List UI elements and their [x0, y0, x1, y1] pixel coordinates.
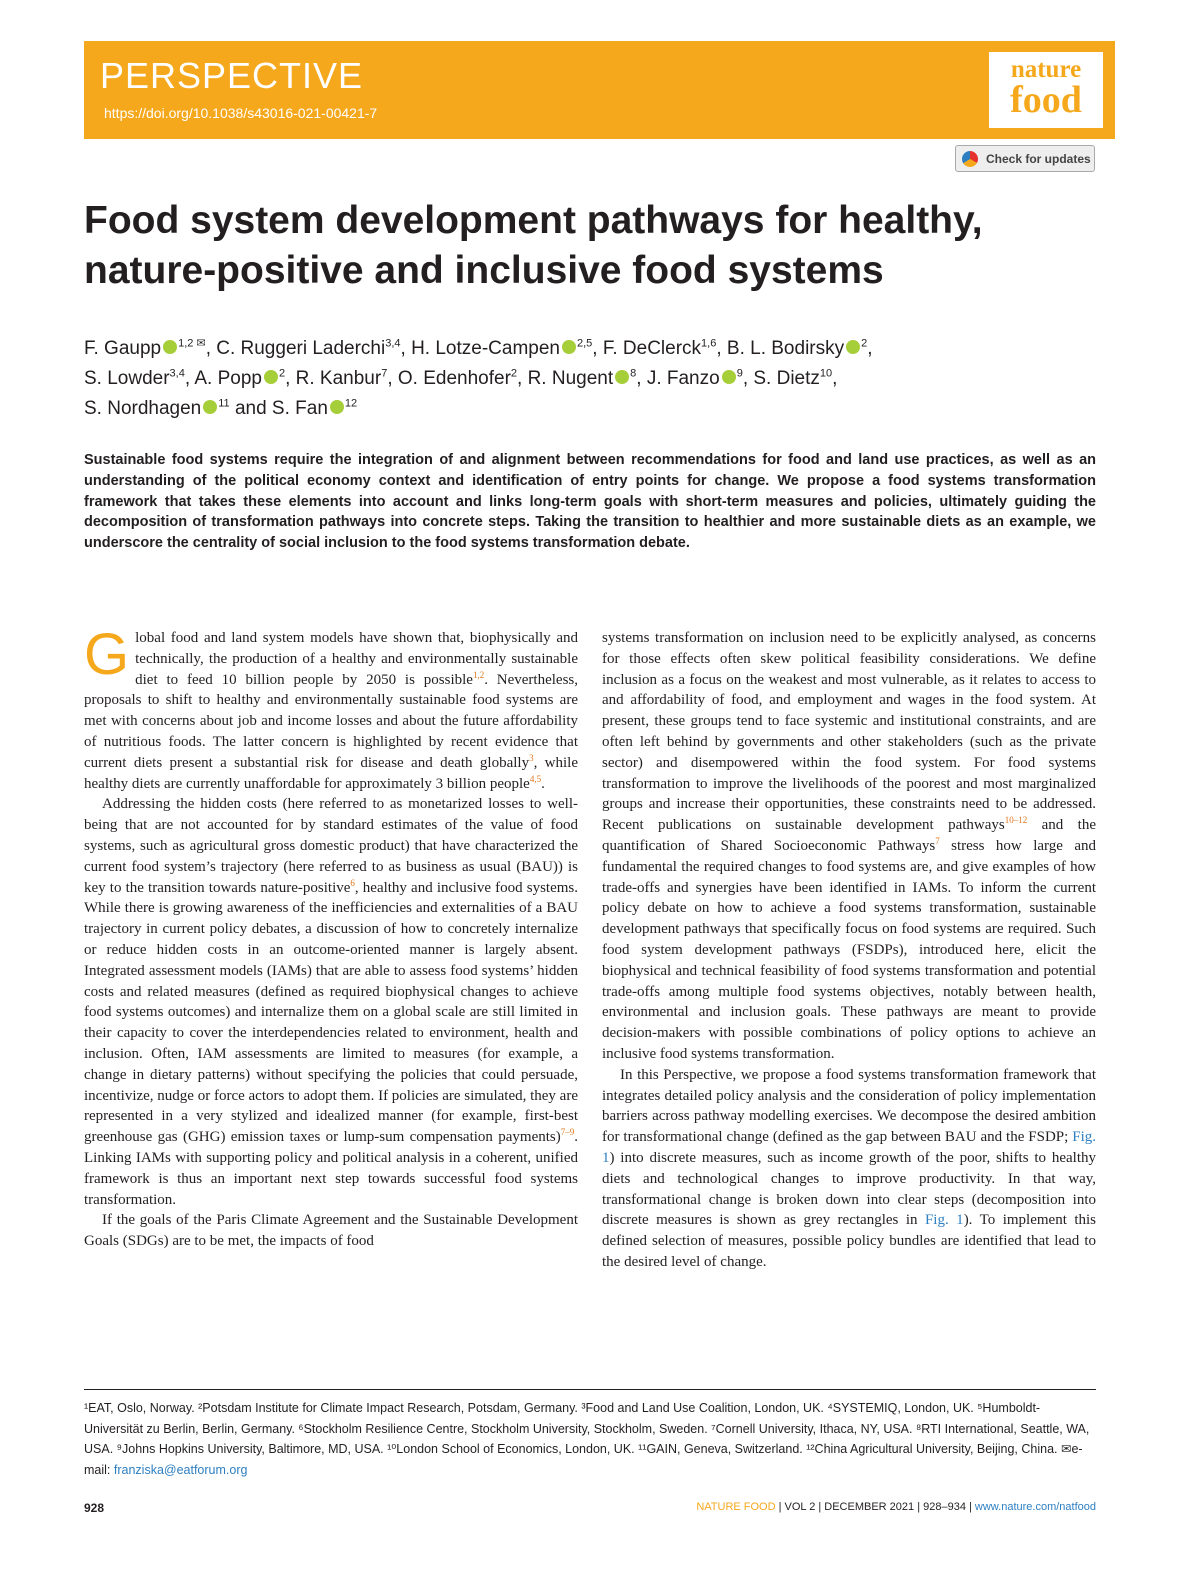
- affiliation-ref: 2,5: [577, 337, 593, 350]
- affiliation-ref: 1,6: [701, 337, 717, 350]
- article-title: Food system development pathways for healthy, nature-positive and inclusive food systems: [84, 199, 983, 292]
- author-name: F. Gaupp: [84, 338, 162, 359]
- citation-ref[interactable]: 7: [935, 835, 940, 846]
- orcid-icon[interactable]: [615, 370, 629, 384]
- doi-link[interactable]: https://doi.org/10.1038/s43016-021-00421-7: [104, 105, 378, 121]
- author-name: , C. Ruggeri Laderchi: [205, 338, 386, 359]
- affiliation-ref: 2: [278, 367, 286, 380]
- author-name: , A. Popp: [184, 368, 262, 389]
- footer-issue: | VOL 2 | DECEMBER 2021 | 928–934 |: [775, 1501, 975, 1513]
- orcid-icon[interactable]: [203, 400, 217, 414]
- author-list: [84, 334, 1114, 424]
- affiliation-ref: 3,4: [169, 367, 185, 380]
- author-name: S. Lowder: [84, 368, 170, 389]
- author-name: , J. Fanzo: [636, 368, 720, 389]
- footer-url-link[interactable]: www.nature.com/natfood: [974, 1501, 1096, 1513]
- drop-cap: G: [84, 622, 130, 687]
- footnote-divider: [84, 1389, 1096, 1390]
- orcid-icon[interactable]: [264, 370, 278, 384]
- crossmark-icon: [962, 151, 978, 167]
- figure-ref-link[interactable]: Fig. 1: [924, 1212, 964, 1229]
- body-paragraph-4: systems transformation on inclusion need to be explicitly analysed, as concerns for those effects often skew political feasibility considerations. We define inclusion as a focus on the weakest and most vulnerable, as it relates to access to and affordability of food, and employment and wages in the food system. At present, these groups tend to face systemic and institutional constraints, and are often left behind by governments and other stakeholders (such as the private sector) and disempowered within the food system. For food systems transformation to improve the livelihoods of the poorest and most marginalized groups and increase their opportunities, these constraints need to be addressed. Recent publications on sustainable development pathways$^{10-12}$ and the quantification of Shared Socioeconomic Pathways$^7$ stress how large and fundamental the required changes to food systems are, and give examples of how trade-offs and synergies have been identified in IAMs. To inform the current policy debate on how to achieve a food systems transformation, sustainable development pathways that specifically focus on food systems are required. Such food system development pathways (FSDPs), introduced here, elicit the biophysical and technical feasibility of food systems transformation and potential trade-offs among multiple food systems objectives, notably between health, environmental and inclusion goals. These pathways are meant to provide decision-makers with possible combinations of policy options to achieve an inclusive food systems transformation.: [602, 630, 1097, 1062]
- logo-food-text: food: [1010, 79, 1082, 121]
- author-name: , B. L. Bodirsky: [716, 338, 845, 359]
- citation-ref[interactable]: 1,2: [472, 669, 485, 680]
- affiliation-ref: 7: [381, 367, 388, 380]
- author-name: , R. Kanbur: [285, 368, 382, 389]
- author-name: , O. Edenhofer: [387, 368, 511, 389]
- author-name: , R. Nugent: [517, 368, 614, 389]
- author-name: S. Nordhagen: [84, 398, 202, 419]
- affiliation-ref: 8: [630, 367, 637, 380]
- affiliations: [84, 1398, 1096, 1480]
- body-paragraph-2: Addressing the hidden costs (here referred to as monetarized losses to well-being that are not accounted for by standard estimates of the value of food systems, such as agricultural gross domestic product) that have characterized the current food system’s trajectory (here referred to as business as usual (BAU)) is key to the transition towards nature-positive$^6$, healthy and inclusive food systems. While there is growing awareness of the inefficiencies and externalities of a BAU trajectory in current policy debates, a discussion of how to concretely internalize or reduce hidden costs in an outcome-oriented manner is largely absent. Integrated assessment models (IAMs) that are able to assess food systems’ hidden costs and related measures (defined as required biophysical changes to achieve food systems outcomes) and internalize them on a global scale are still limited in their capacity to cover the interdependencies related to environment, health and inclusion. Often, IAM assessments are limited to measures (for example, a change in dietary patterns) without specifying the policies that could persuade, incentivize, nudge or force actors to adopt them. If policies are simulated, they are represented in a very stylized and idealized manner (for example, first-best greenhouse gas (GHG) emission taxes or lump-sum compensation payments)$^{7-9}$. Linking IAMs with supporting policy and political analysis in a coherent, unified framework is thus an important next step towards successful food systems transformation.: [84, 796, 578, 1208]
- check-updates-label: Check for updates: [986, 152, 1091, 166]
- abstract: Sustainable food systems require the integration of and alignment between recommendations for food and land use practices, as well as an understanding of the political economy context and identification of entry points for change. We propose a food systems transformation framework that takes these elements into account and links long-term goals with short-term measures and policies, ultimately guiding the decomposition of transformation pathways into concrete steps. Taking the transition to healthier and more sustainable diets as an example, we underscore the centrality of social inclusion to the food systems transformation debate.: [84, 452, 1096, 552]
- author-line-3: [84, 394, 1114, 424]
- citation-ref[interactable]: 10–12: [1004, 815, 1028, 826]
- figure-ref-link[interactable]: Fig. 1: [602, 1129, 1096, 1166]
- orcid-icon[interactable]: [846, 340, 860, 354]
- affiliation-ref: 2: [510, 367, 518, 380]
- citation-ref[interactable]: 3: [529, 752, 534, 763]
- logo-nature-text: nature: [1010, 56, 1082, 83]
- citation-ref[interactable]: 7–9: [560, 1127, 575, 1138]
- author-name: and S. Fan: [229, 398, 328, 419]
- affiliation-ref: 10: [819, 367, 833, 380]
- orcid-icon[interactable]: [562, 340, 576, 354]
- author-name: ,: [832, 368, 838, 389]
- body-paragraph-3: If the goals of the Paris Climate Agreement and the Sustainable Development Goals (SDGs) are to be met, the impacts of food: [84, 1212, 578, 1250]
- affiliations-text: ¹EAT, Oslo, Norway. ²Potsdam Institute for Climate Impact Research, Potsdam, Germany. ³Food and Land Use Coalition, London, UK. ⁴SYSTEMIQ, London, UK. ⁵Humboldt-Universität zu Berlin, Berlin, Germany. ⁶Stockholm Resilience Centre, Stockholm University, Stockholm, Sweden. ⁷Cornell University, Ithaca, NY, USA. ⁸RTI International, Seattle, WA, USA. ⁹Johns Hopkins University, Baltimore, MD, USA. ¹⁰London School of Economics, London, UK. ¹¹GAIN, Geneva, Switzerland. ¹²China Agricultural University, Beijing, China. ✉e-mail:: [84, 1401, 1090, 1477]
- footer-journal: NATURE FOOD: [696, 1501, 776, 1513]
- body-paragraph-1: Global food and land system models have shown that, biophysically and technically, the production of a healthy and environmentally sustainable diet to feed 10 billion people by 2050 is possible$^{1,2}$. Nevertheless, proposals to shift to healthy and environmentally sustainable food systems are met with concerns about job and income losses and about the future affordability of nutritious foods. The latter concern is highlighted by recent evidence that current diets present a substantial risk for disease and death globally$^3$, while healthy diets are currently unaffordable for approximately 3 billion people$^{4,5}$.: [84, 622, 579, 792]
- author-name: , H. Lotze-Campen: [400, 338, 560, 359]
- affiliation-ref: 11: [218, 397, 230, 410]
- affiliation-ref: 2: [861, 337, 868, 350]
- check-updates-button[interactable]: [955, 145, 1095, 172]
- author-name: , S. Dietz: [742, 368, 820, 389]
- body-paragraph-5: In this Perspective, we propose a food systems transformation framework that integrates detailed policy analysis and the consideration of policy implementation barriers across pathway modelling exercises. We decompose the desired ambition for transformational change (defined as the gap between BAU and the FSDP; Fig. 1) into discrete measures, such as income growth of the poor, shifts to healthy diets and technological changes to improve productivity. In that way, transformational change is broken down into clear steps (decomposition into discrete measures is shown as grey rectangles in Fig. 1). To implement this defined selection of measures, possible policy bundles are identified that lead to the desired level of change.: [602, 1066, 1096, 1270]
- citation-ref[interactable]: 6: [350, 877, 355, 888]
- citation-ref[interactable]: 4,5: [529, 773, 542, 784]
- orcid-icon[interactable]: [330, 400, 344, 414]
- affiliation-ref: 9: [736, 367, 743, 380]
- footer-citation: [696, 1501, 1096, 1513]
- journal-logo[interactable]: [989, 52, 1103, 128]
- article-type-label: PERSPECTIVE: [100, 55, 364, 96]
- affiliation-ref: 3,4: [385, 337, 401, 350]
- author-name: , F. DeClerck: [592, 338, 702, 359]
- author-line-2: [84, 364, 1114, 394]
- affiliation-ref: 12: [344, 397, 358, 410]
- header-banner: [84, 41, 1115, 139]
- body-column-right: [602, 628, 1096, 1273]
- page-number: 928: [84, 1501, 105, 1515]
- orcid-icon[interactable]: [722, 370, 736, 384]
- email-link[interactable]: franziska@eatforum.org: [113, 1462, 248, 1477]
- body-column-left: [84, 622, 579, 1252]
- orcid-icon[interactable]: [163, 340, 177, 354]
- author-name: ,: [867, 338, 873, 359]
- affiliation-ref: 1,2 ✉: [178, 337, 206, 350]
- author-line-1: [84, 334, 1114, 364]
